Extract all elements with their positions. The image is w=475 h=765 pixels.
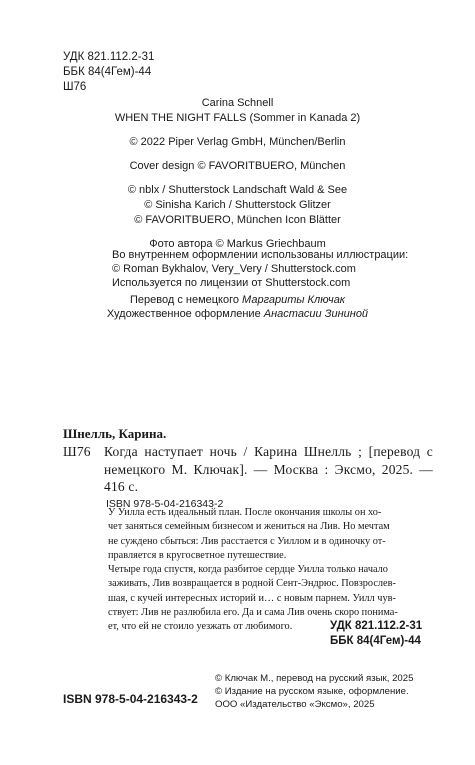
designer-name: Анастасии Зининой bbox=[263, 308, 369, 320]
copyright-line: © Ключак М., перевод на русский язык, 2025 bbox=[215, 673, 414, 684]
udk-code: УДК 821.112.2-31 bbox=[63, 51, 155, 63]
annotation-paragraph: Четыре года спустя, когда разбитое сердце Уилла только начало заживать, Лив возвращается в родной Сент-Эндрюс. Повзрослев- шая, с кучей интересных историй и… с новым парнем. Уилл чув- ствует: Лив не разлюбила его. Да и сама Лив очень скоро понима- ет, что ей не стоило уезжать от любимого. bbox=[108, 564, 398, 633]
original-edition-credits bbox=[0, 96, 475, 252]
illustrations-line: © Roman Bykhalov, Very_Very / Shutterstock.com bbox=[112, 263, 356, 275]
illustrations-credit bbox=[112, 248, 408, 290]
catalog-record bbox=[63, 425, 433, 513]
cover-design-credit: Cover design © FAVORITBUERO, München bbox=[129, 160, 346, 172]
isbn-bottom: ISBN 978-5-04-216343-2 bbox=[63, 692, 198, 706]
bbk-code: ББК 84(4Гем)-44 bbox=[63, 66, 152, 78]
designer-line: Художественное оформление Анастасии Зининой bbox=[106, 308, 369, 320]
copyright-line: © Издание на русском языке, оформление. bbox=[215, 686, 409, 697]
catalog-entry bbox=[63, 443, 433, 496]
copyright-line: ООО «Издательство «Эксмо», 2025 bbox=[215, 699, 375, 710]
bbk-code: ББК 84(4Гем)-44 bbox=[330, 635, 421, 647]
catalog-entry-text: Когда наступает ночь / Карина Шнелль ; [перевод с немецкого М. Ключак]. — Москва : Эксмо, 2025. — 416 с. bbox=[104, 444, 433, 494]
classification-codes-top bbox=[63, 50, 154, 95]
russian-edition-copyrights bbox=[215, 672, 413, 711]
image-credit: © nblx / Shutterstock Landschaft Wald & See bbox=[127, 184, 348, 196]
original-copyright: © 2022 Piper Verlag GmbH, München/Berlin bbox=[129, 136, 346, 148]
author-mark: Ш76 bbox=[63, 81, 87, 93]
image-credit: © Sinisha Karich / Shutterstock Glitzer bbox=[144, 199, 331, 211]
illustrations-line: Используется по лицензии от Shutterstock.com bbox=[112, 277, 351, 289]
translation-credits bbox=[0, 293, 475, 321]
author-photo-credit: Фото автора © Markus Griechbaum bbox=[149, 238, 326, 250]
translator-line: Перевод с немецкого Маргариты Ключак bbox=[129, 294, 346, 306]
original-title: WHEN THE NIGHT FALLS (Sommer in Kanada 2) bbox=[114, 112, 361, 124]
catalog-code: Ш76 bbox=[63, 444, 91, 459]
classification-codes-bottom bbox=[330, 619, 422, 649]
udk-code: УДК 821.112.2-31 bbox=[330, 620, 423, 632]
original-author: Carina Schnell bbox=[201, 97, 274, 109]
catalog-author-heading: Шнелль, Карина. bbox=[63, 426, 167, 441]
catalog-isbn: ISBN 978-5-04-216343-2 bbox=[106, 497, 224, 510]
image-credit: © FAVORITBUERO, München Icon Blätter bbox=[134, 214, 341, 226]
annotation-paragraph: У Уилла есть идеальный план. После окончания школы он хо- чет заняться семейным бизнесом и жениться на Лив. Но мечтам не суждено сбыться: Лив расстается с Уиллом и в одиночку от- правляется в кругосветное путешествие. bbox=[108, 507, 390, 561]
illustrations-line: Во внутреннем оформлении использованы иллюстрации: bbox=[112, 249, 409, 261]
book-annotation bbox=[108, 506, 433, 635]
translator-name: Маргариты Ключак bbox=[242, 294, 346, 306]
